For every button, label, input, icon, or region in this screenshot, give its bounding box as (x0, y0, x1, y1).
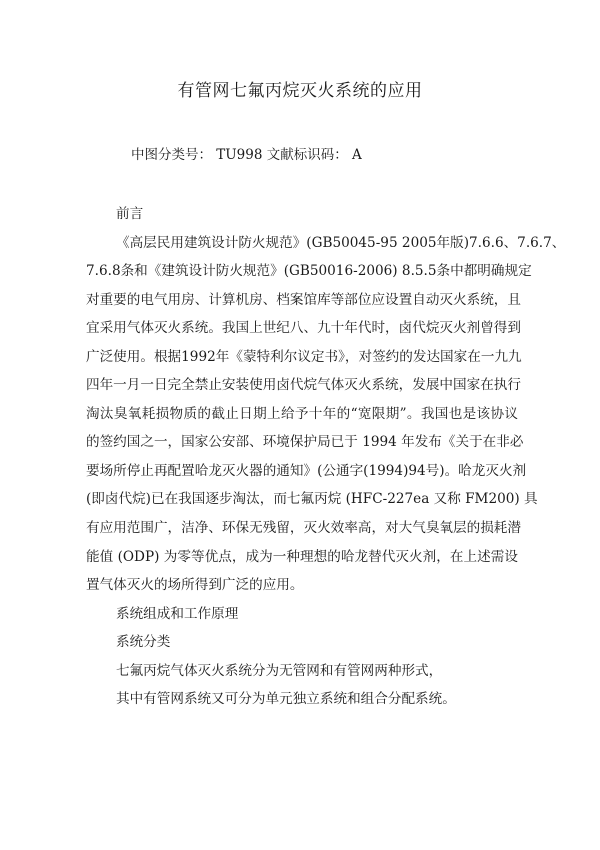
paragraph-line: 《高层民用建筑设计防火规范》(GB50045-95 2005年版)7.6.6、7.6.7、 (116, 234, 566, 251)
document-title: 有管网七氟丙烷灭火系统的应用 (177, 81, 423, 101)
paragraph-line: 对重要的电气用房、计算机房、档案馆库等部位应设置自动灭火系统，且 (86, 291, 521, 308)
paragraph-line: 有应用范围广，洁净、环保无残留，灭火效率高，对大气臭氧层的损耗潜 (86, 520, 521, 537)
preface-heading: 前言 (116, 206, 144, 222)
section-heading: 系统组成和工作原理 (116, 605, 239, 622)
classification-line: 中图分类号： TU998 文献标识码： A (131, 147, 362, 163)
paragraph-line: 其中有管网系统又可分为单元独立系统和组合分配系统。 (116, 691, 456, 708)
paragraph-line: 置气体灭火的场所得到广泛的应用。 (86, 577, 304, 594)
paragraph-line: 四年一月一日完全禁止安装使用卤代烷气体灭火系统，发展中国家在执行 (86, 377, 521, 394)
paragraph-line: 广泛使用。根据1992年《蒙特利尔议定书》，对签约的发达国家在一九九 (86, 348, 522, 365)
paragraph-line: 七氟丙烷气体灭火系统分为无管网和有管网两种形式， (116, 662, 443, 679)
paragraph-line: (即卤代烷)已在我国逐步淘汰，而七氟丙烷 (HFC-227ea 又称 FM200) 具 (86, 491, 538, 508)
paragraph-line: 淘汰臭氧耗损物质的截止日期上给予十年的“宽限期”。我国也是该协议 (86, 405, 518, 422)
paragraph-line: 的签约国之一，国家公安部、环境保护局已于 1994 年发布《关于在非必 (86, 434, 524, 451)
paragraph-line: 要场所停止再配置哈龙灭火器的通知》(公通字(1994)94号)。哈龙灭火剂 (86, 462, 527, 479)
subsection-heading: 系统分类 (116, 634, 171, 651)
paragraph-line: 能值 (ODP) 为零等优点，成为一种理想的哈龙替代灭火剂，在上述需设 (86, 548, 518, 565)
document-body (86, 200, 566, 714)
paragraph-line: 7.6.8条和《建筑设计防火规范》(GB50016-2006) 8.5.5条中都明确规定 (86, 263, 532, 280)
paragraph-line: 宜采用气体灭火系统。我国上世纪八、九十年代时，卤代烷灭火剂曾得到 (86, 320, 521, 337)
